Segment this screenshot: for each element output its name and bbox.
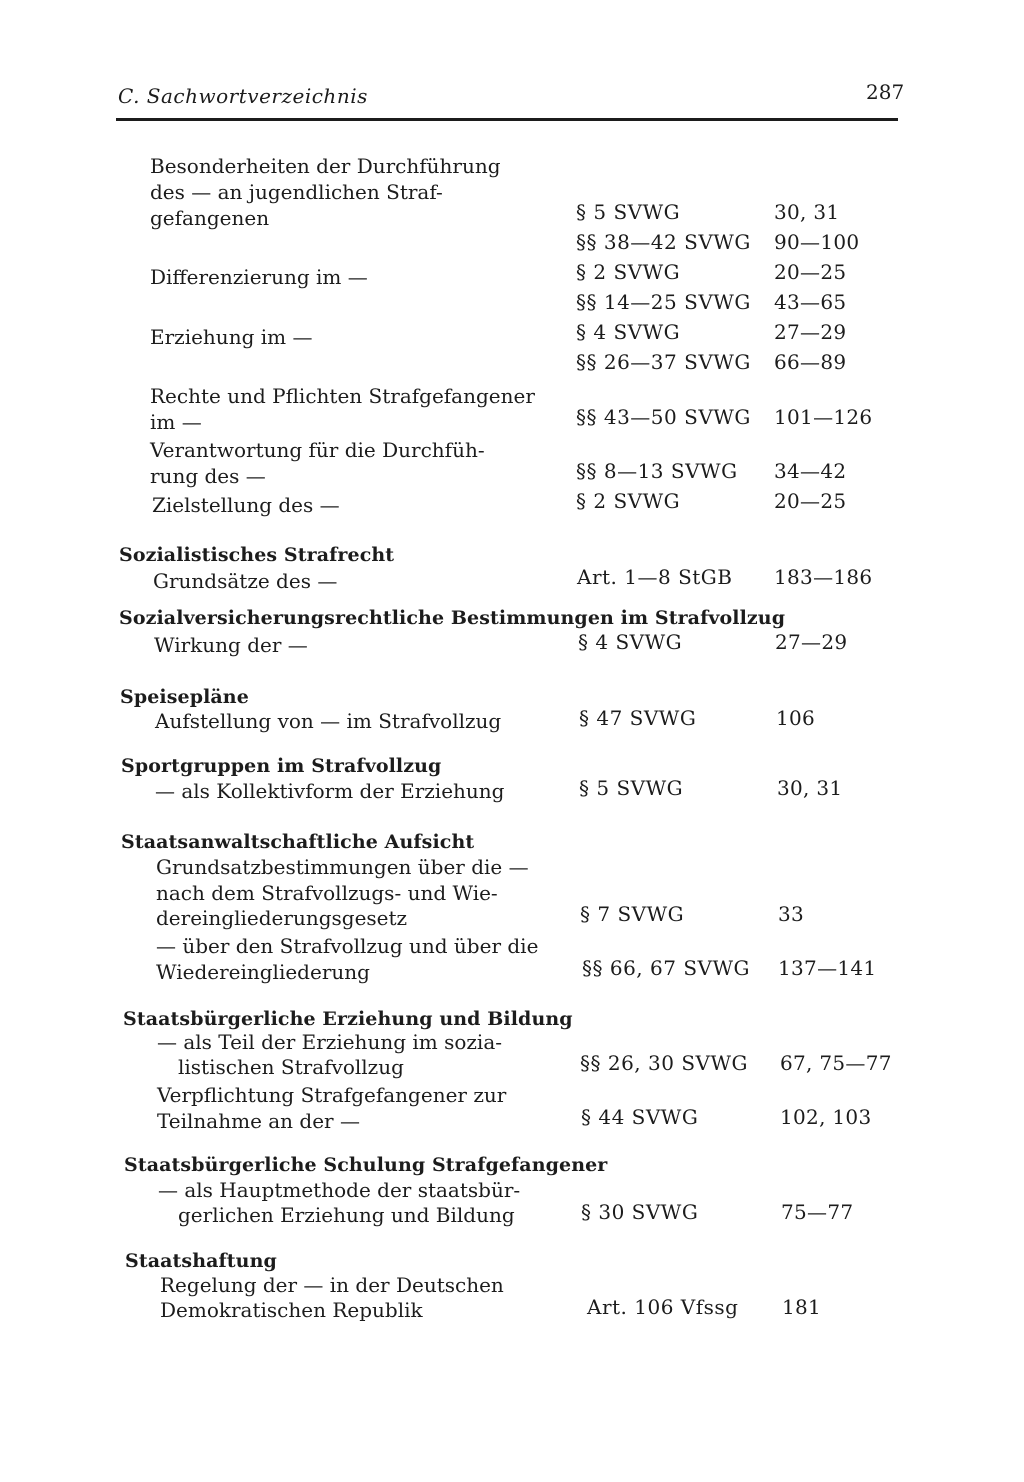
page-reference: 33 [778,902,805,926]
running-header-title: C. Sachwortverzeichnis [118,84,368,108]
entry-line: Grundsätze des — [153,569,338,593]
law-reference: § 5 SVWG [579,776,684,800]
law-reference: §§ 26, 30 SVWG [580,1051,749,1075]
entry-line: gefangenen [150,206,270,230]
law-reference: § 7 SVWG [580,902,685,926]
entry-line: Zielstellung des — [152,493,340,517]
index-heading: Staatsbürgerliche Schulung Strafgefangener [124,1154,608,1176]
law-reference: § 4 SVWG [578,630,683,654]
law-reference: § 4 SVWG [576,320,681,344]
page-reference: 75—77 [781,1200,854,1224]
entry-line: rung des — [150,464,266,488]
law-reference: § 5 SVWG [576,200,681,224]
entry-line: — als Kollektivform der Erziehung [155,779,505,803]
entry-line: Differenzierung im — [150,265,368,289]
page-reference: 181 [782,1295,822,1319]
entry-line: im — [150,410,202,434]
index-heading: Staatshaftung [125,1250,277,1272]
entry-line: des — an jugendlichen Straf- [150,180,443,204]
page-reference: 66—89 [774,350,847,374]
page-reference: 30, 31 [774,200,840,224]
law-reference: §§ 26—37 SVWG [576,350,751,374]
entry-line: — als Hauptmethode der staatsbür- [158,1178,521,1202]
page-reference: 137—141 [778,956,877,980]
law-reference: §§ 8—13 SVWG [576,459,738,483]
index-heading: Sozialistisches Strafrecht [119,544,395,566]
page-reference: 20—25 [774,489,847,513]
entry-line: Demokratischen Republik [160,1298,423,1322]
entry-line: — über den Strafvollzug und über die [156,934,539,958]
index-heading: Staatsanwaltschaftliche Aufsicht [121,831,475,853]
entry-line: listischen Strafvollzug [178,1055,404,1079]
page-reference: 101—126 [774,405,873,429]
entry-line: Teilnahme an der — [157,1109,360,1133]
header-rule [116,118,898,121]
entry-line: gerlichen Erziehung und Bildung [178,1203,515,1227]
entry-line: Wiedereingliederung [156,960,370,984]
entry-line: Rechte und Pflichten Strafgefangener [150,384,535,408]
index-heading: Speisepläne [120,686,249,708]
entry-line: — als Teil der Erziehung im sozia- [157,1030,502,1054]
law-reference: §§ 66, 67 SVWG [582,956,751,980]
page-reference: 27—29 [774,320,847,344]
entry-line: Wirkung der — [154,633,308,657]
page-reference: 67, 75—77 [780,1051,892,1075]
page-reference: 183—186 [774,565,873,589]
law-reference: § 2 SVWG [576,260,681,284]
entry-line: Regelung der — in der Deutschen [160,1273,504,1297]
page-number: 287 [866,80,905,104]
page-reference: 106 [776,706,816,730]
law-reference: § 2 SVWG [576,489,681,513]
law-reference: §§ 14—25 SVWG [576,290,751,314]
entry-line: Verantwortung für die Durchfüh- [150,438,485,462]
law-reference: Art. 1—8 StGB [577,565,733,589]
law-reference: § 47 SVWG [579,706,697,730]
index-heading: Sportgruppen im Strafvollzug [121,755,442,777]
page-reference: 30, 31 [777,776,843,800]
law-reference: § 30 SVWG [581,1200,699,1224]
law-reference: §§ 43—50 SVWG [576,405,751,429]
entry-line: nach dem Strafvollzugs- und Wie- [156,881,498,905]
entry-line: Besonderheiten der Durchführung [150,154,501,178]
law-reference: Art. 106 Vfssg [587,1295,739,1319]
page-reference: 43—65 [774,290,847,314]
page-reference: 34—42 [774,459,847,483]
entry-line: Aufstellung von — im Strafvollzug [155,709,502,733]
page-reference: 90—100 [774,230,860,254]
index-heading: Sozialversicherungsrechtliche Bestimmungen im Strafvollzug [119,607,786,629]
page-reference: 20—25 [774,260,847,284]
entry-line: Erziehung im — [150,325,313,349]
law-reference: §§ 38—42 SVWG [576,230,751,254]
page-reference: 102, 103 [780,1105,872,1129]
index-heading: Staatsbürgerliche Erziehung und Bildung [123,1008,573,1030]
entry-line: dereingliederungsgesetz [156,906,408,930]
law-reference: § 44 SVWG [581,1105,699,1129]
entry-line: Verpflichtung Strafgefangener zur [157,1083,507,1107]
page-reference: 27—29 [775,630,848,654]
entry-line: Grundsatzbestimmungen über die — [156,855,529,879]
